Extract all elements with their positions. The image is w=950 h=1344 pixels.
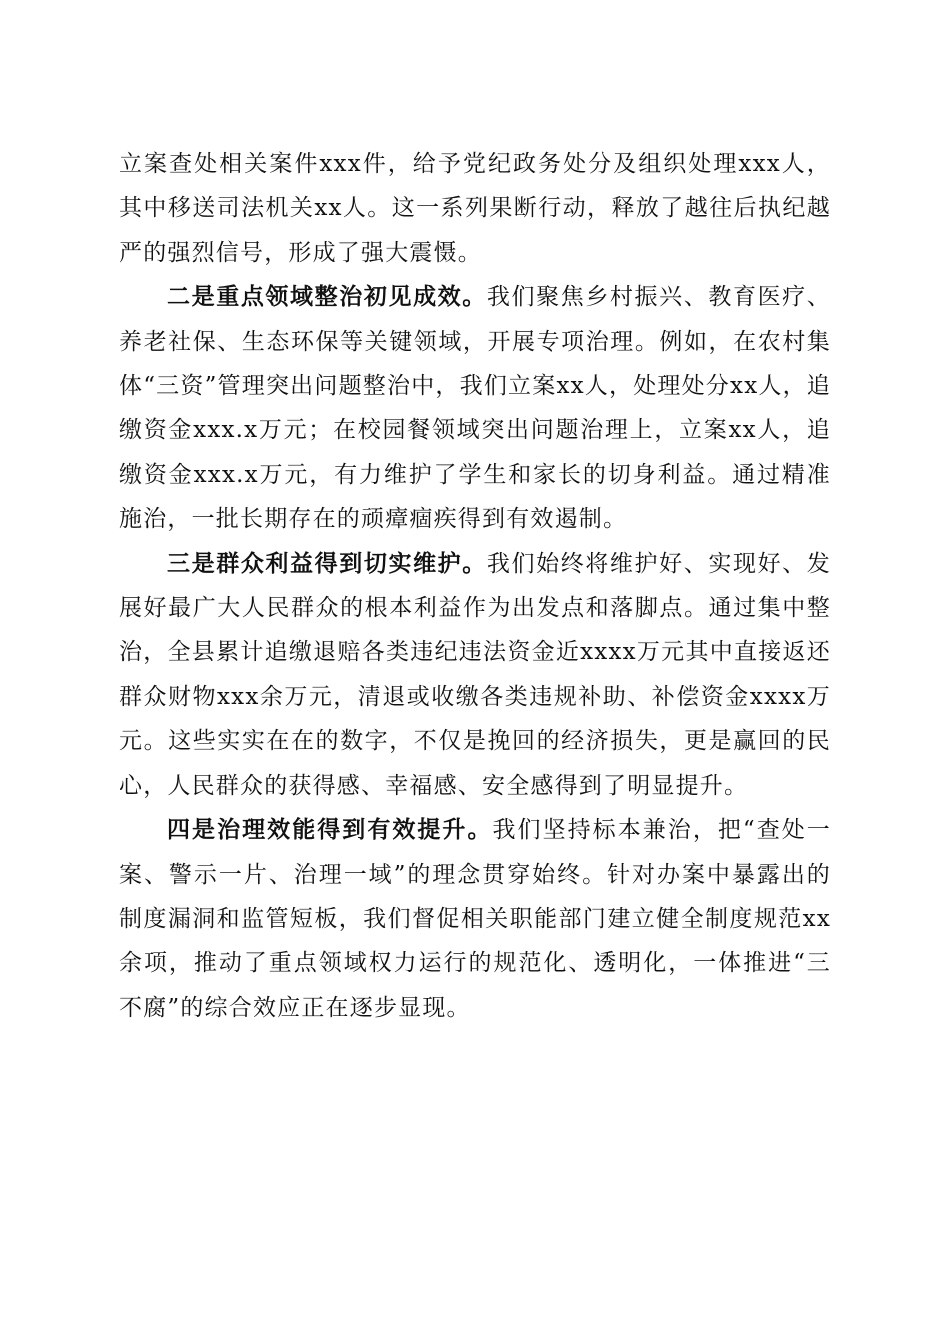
- paragraph-lead: 四是治理效能得到有效提升。: [167, 816, 493, 844]
- paragraph-lead: 三是群众利益得到切实维护。: [167, 549, 487, 577]
- document-body: [119, 142, 831, 1030]
- paragraph-text: 我们始终将维护好、实现好、发展好最广大人民群众的根本利益作为出发点和落脚点。通过集中整治，全县累计追缴退赔各类违纪违法资金近xxxx万元其中直接返还群众财物xxx余万元，清退或收缴各类违规补助、补偿资金xxxx万元。这些实实在在的数字，不仅是挽回的经济损失，更是赢回的民心，人民群众的获得感、幸福感、安全感得到了明显提升。: [119, 550, 831, 799]
- paragraph-text: 我们聚焦乡村振兴、教育医疗、养老社保、生态环保等关键领域，开展专项治理。例如，在农村集体“三资”管理突出问题整治中，我们立案xx人，处理处分xx人，追缴资金xxx.x万元；在校园餐领域突出问题治理上，立案xx人，追缴资金xxx.x万元，有力维护了学生和家长的切身利益。通过精准施治，一批长期存在的顽瘴痼疾得到有效遏制。: [119, 284, 831, 533]
- paragraph-key-areas: [119, 275, 831, 541]
- paragraph-text: 立案查处相关案件xxx件，给予党纪政务处分及组织处理xxx人，其中移送司法机关xx人。这一系列果断行动，释放了越往后执纪越严的强烈信号，形成了强大震慑。: [119, 151, 831, 266]
- paragraph-public-interests: [119, 542, 831, 808]
- paragraph-lead: 二是重点领域整治初见成效。: [167, 283, 487, 311]
- paragraph-text: 我们坚持标本兼治，把“查处一案、警示一片、治理一域”的理念贯穿始终。针对办案中暴露出的制度漏洞和监管短板，我们督促相关职能部门建立健全制度规范xx余项，推动了重点领域权力运行的规范化、透明化，一体推进“三不腐”的综合效应正在逐步显现。: [119, 817, 831, 1021]
- paragraph-case-handling: [119, 142, 831, 275]
- paragraph-governance-efficiency: [119, 808, 831, 1030]
